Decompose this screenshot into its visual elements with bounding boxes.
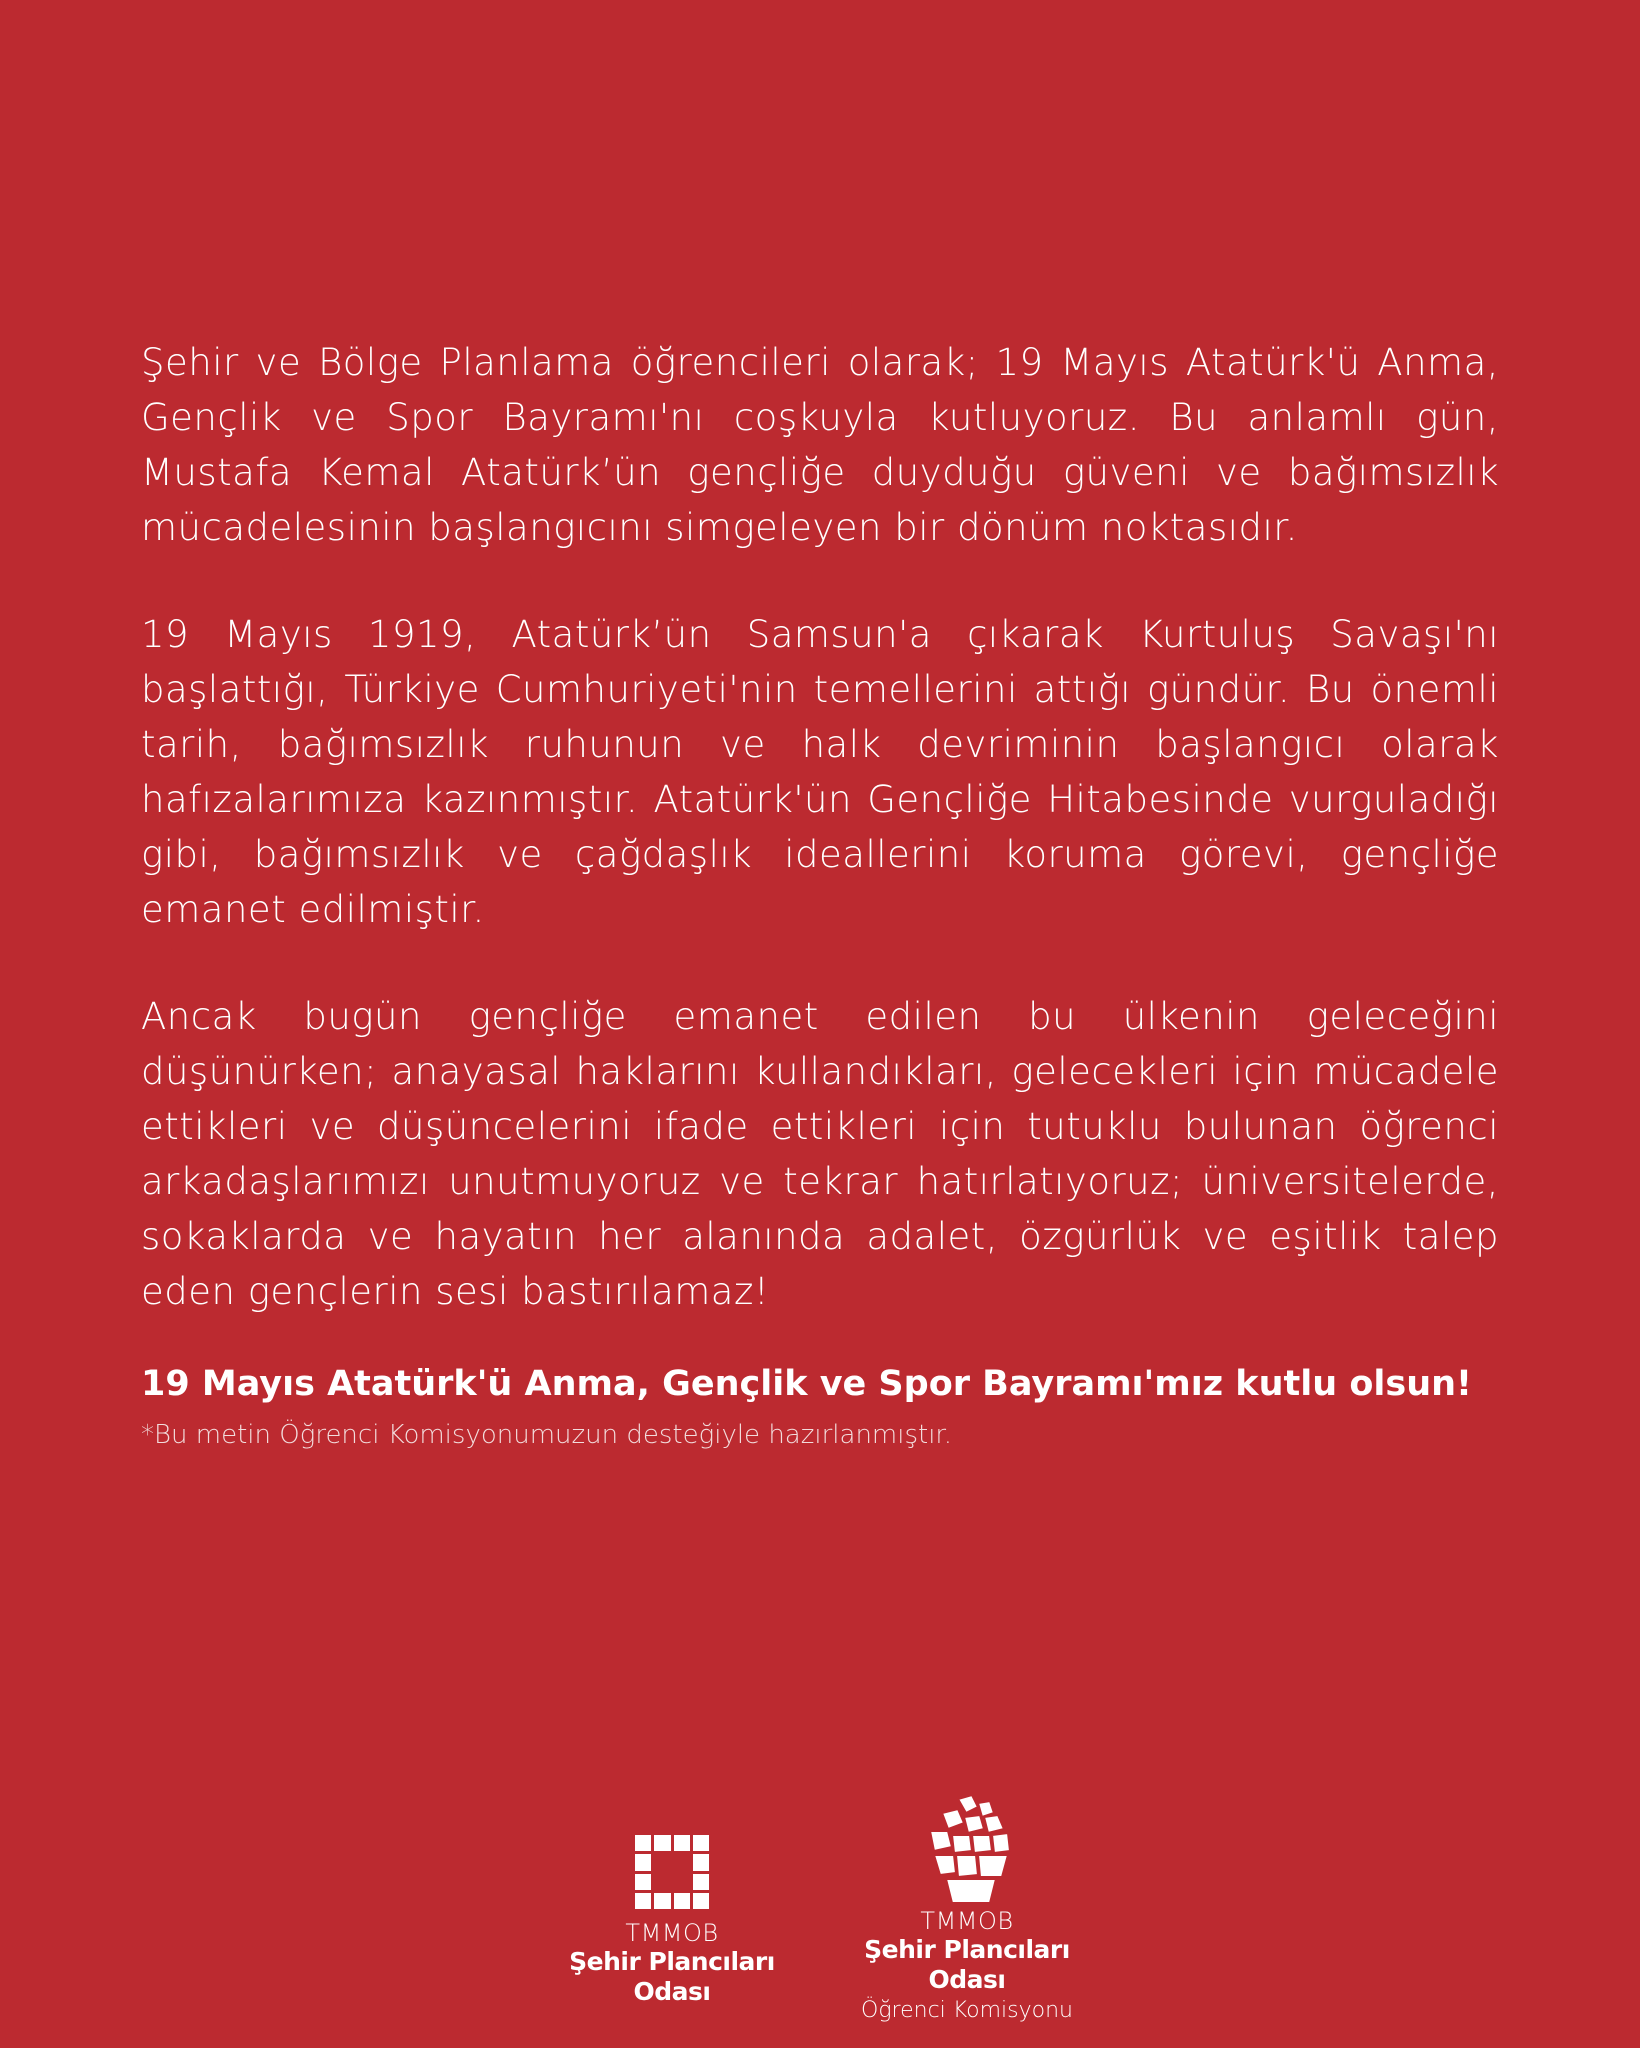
- logo-footer: [0, 1795, 1640, 2035]
- grid-logo-icon: [635, 1835, 709, 1909]
- logo-name-label: Şehir Plancıları Odası: [569, 1947, 775, 2006]
- tmmob-logo: [532, 1835, 812, 2007]
- paragraph-history: 19 Mayıs 1919, Atatürk’ün Samsun'a çıkarak Kurtuluş Savaşı'nı başlattığı, Türkiye Cumhuriyeti'nin temellerini attığı gündür. Bu önemli tarih, bağımsızlık ruhunun ve halk devriminin başlangıcı olarak hafızalarımıza kazınmıştır. Atatürk'ün Gençliğe Hitabesinde vurguladığı gibi, bağımsızlık ve çağdaşlık ideallerini koruma görevi, gençliğe emanet edilmiştir.: [141, 613, 1499, 931]
- logo-name-label: Şehir Plancıları Odası: [864, 1935, 1070, 1994]
- statement-body: [141, 335, 1499, 1453]
- logo-org-label: TMMOB: [920, 1907, 1014, 1935]
- logo-org-label: TMMOB: [625, 1919, 719, 1947]
- celebration-headline: 19 Mayıs Atatürk'ü Anma, Gençlik ve Spor Bayramı'mız kutlu olsun!: [141, 1364, 1472, 1404]
- logo-sub-label: Öğrenci Komisyonu: [861, 1998, 1073, 2023]
- fist-logo-icon: [922, 1795, 1012, 1905]
- paragraph-students: Ancak bugün gençliğe emanet edilen bu ülkenin geleceğini düşünürken; anayasal haklarını kullandıkları, gelecekleri için mücadele ettikleri ve düşüncelerini ifade ettikleri için tutuklu bulunan öğrenci arkadaşlarımızı unutmuyoruz ve tekrar hatırlatıyoruz; üniversitelerde, sokaklarda ve hayatın her alanında adalet, özgürlük ve eşitlik talep eden gençlerin sesi bastırılamaz!: [141, 995, 1499, 1313]
- footnote: *Bu metin Öğrenci Komisyonumuzun desteğiyle hazırlanmıştır.: [141, 1420, 953, 1450]
- student-commission-logo: [832, 1795, 1102, 2027]
- paragraph-intro: Şehir ve Bölge Planlama öğrencileri olarak; 19 Mayıs Atatürk'ü Anma, Gençlik ve Spor Bayramı'nı coşkuyla kutluyoruz. Bu anlamlı gün, Mustafa Kemal Atatürk’ün gençliğe duyduğu güveni ve bağımsızlık mücadelesinin başlangıcını simgeleyen bir dönüm noktasıdır.: [141, 341, 1499, 549]
